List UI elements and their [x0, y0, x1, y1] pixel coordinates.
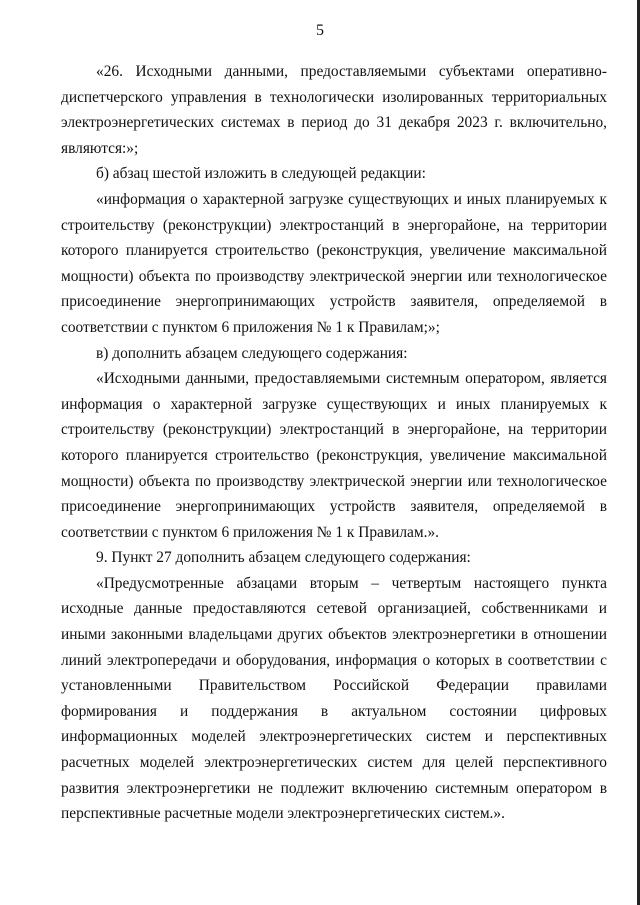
paragraph-subitem-v: в) дополнить абзацем следующего содержания:	[96, 344, 408, 362]
paragraph-item-9: 9. Пункт 27 дополнить абзацем следующего содержания:	[96, 549, 471, 567]
document-body	[61, 59, 607, 827]
paragraph-quote-info-load: «информация о характерной загрузке существующих и иных планируемых к строительству (реконструкции) электростанций в энергорайоне, на территории которого планируется строительство (реконструкция, увеличение максимальной мощности) объекта по производству электрической энергии или технологическое присоединение энергопринимающих устройств заявителя, определяемой в соответствии с пунктом 6 приложения № 1 к Правилам;»;	[61, 190, 607, 336]
paragraph-quote-provided-data: «Предусмотренные абзацами вторым – четвертым настоящего пункта исходные данные предоставляются сетевой организацией, собственниками и иными законными владельцами других объектов электроэнергетики в отношении линий электропередачи и оборудования, информация о которых в соответствии с установленными Правительством Российской Федерации правилами формирования и поддержания в актуальном состоянии цифровых информационных моделей электроэнергетических систем и перспективных расчетных моделей электроэнергетических систем для целей перспективного развития электроэнергетики не подлежит включению системным оператором в перспективные расчетные модели электроэнергетических систем.».	[61, 574, 607, 823]
paragraph-quote-system-operator: «Исходными данными, предоставляемыми системным оператором, является информация о характерной загрузке существующих и иных планируемых к строительству (реконструкции) электростанций в энергорайоне, на территории которого планируется строительство (реконструкция, увеличение максимальной мощности) объекта по производству электрической энергии или технологическое присоединение энергопринимающих устройств заявителя, определяемой в соответствии с пунктом 6 приложения № 1 к Правилам.».	[61, 370, 607, 541]
paragraph-subitem-b: б) абзац шестой изложить в следующей редакции:	[96, 165, 426, 183]
page-number: 5	[316, 22, 324, 39]
paragraph-item-26-intro: «26. Исходными данными, предоставляемыми субъектами оперативно-диспетчерского управления в технологически изолированных территориальных электроэнергетических системах в период до 31 декабря 2023 г. включительно, являются:»;	[61, 63, 607, 157]
